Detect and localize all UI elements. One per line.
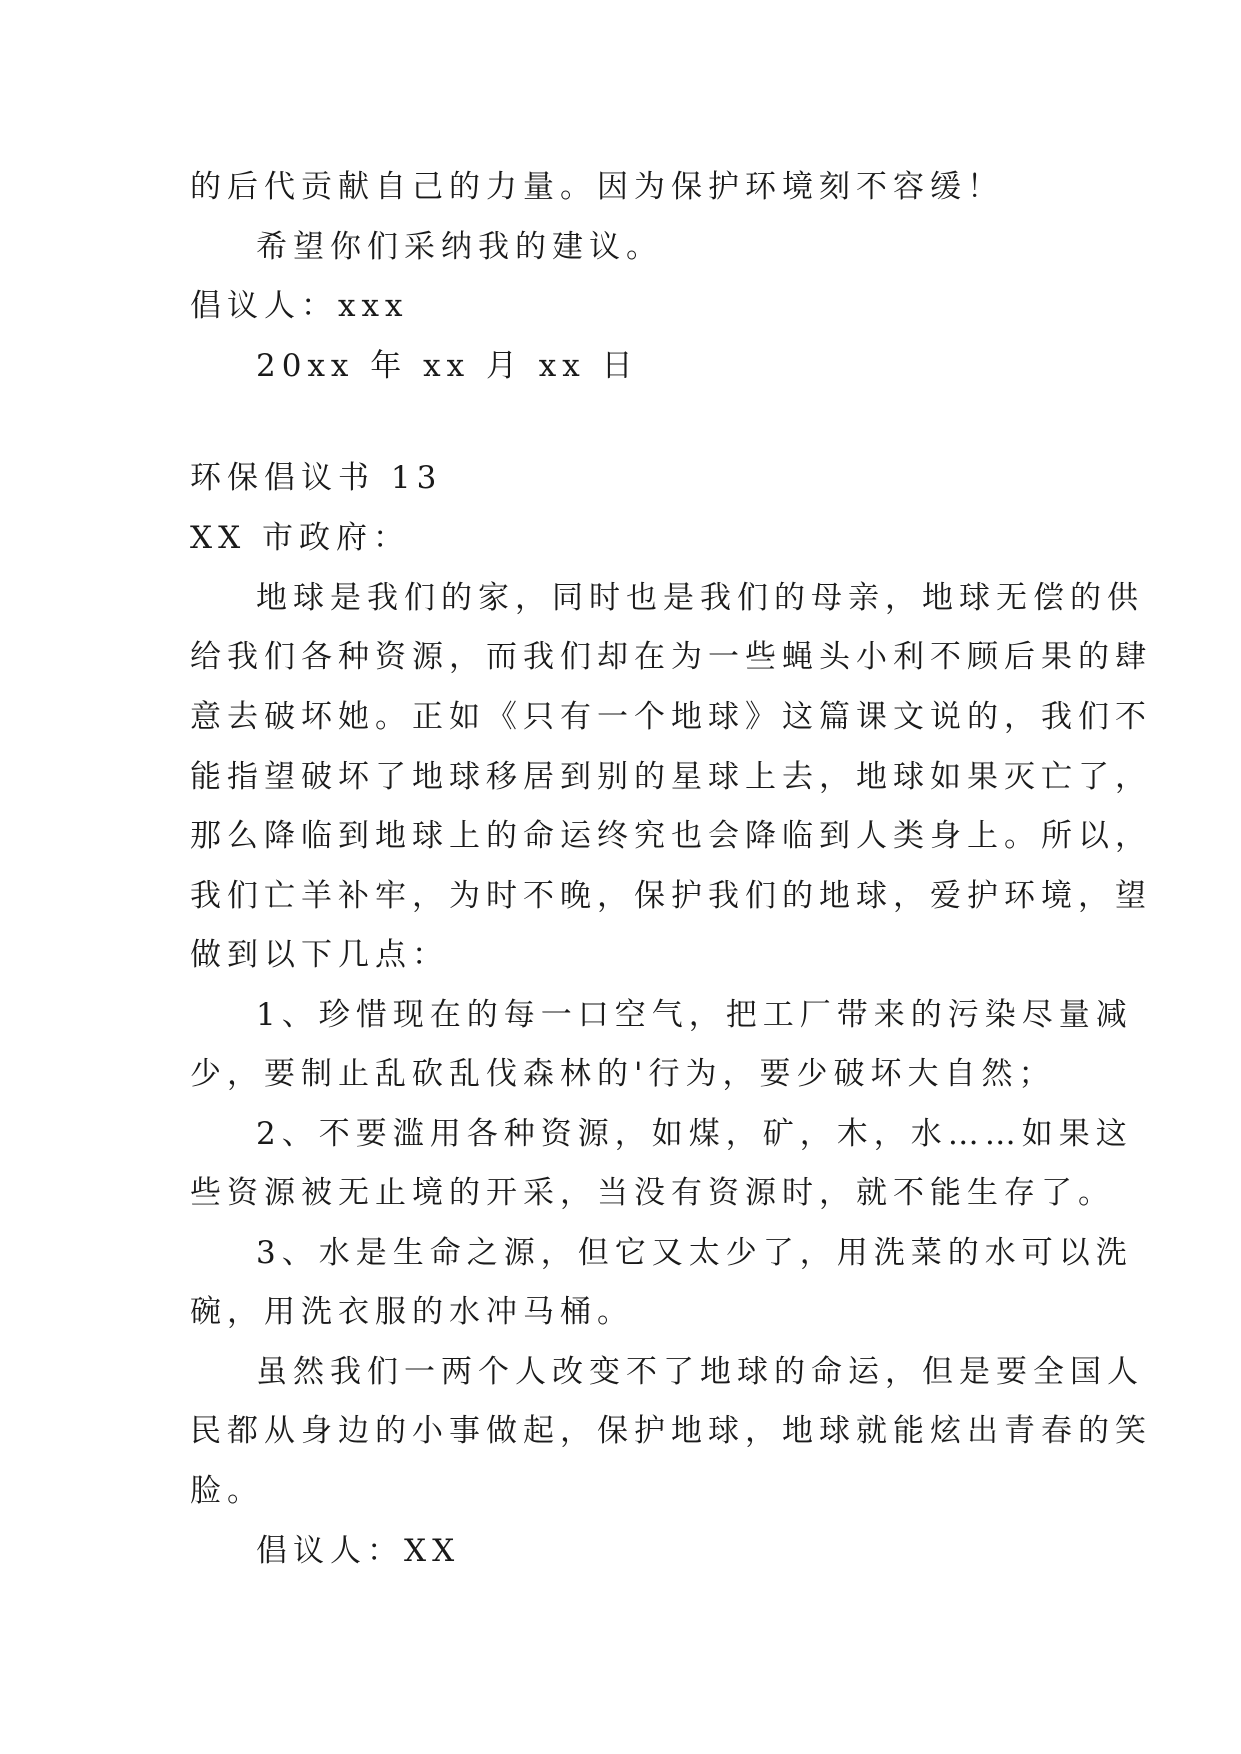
signatory-line: 倡议人：xxx (190, 288, 409, 324)
text-line: 地球是我们的家，同时也是我们的母亲，地球无偿的供 (256, 580, 1144, 616)
text-line: 意去破坏她。正如《只有一个地球》这篇课文说的，我们不 (190, 699, 1152, 735)
text-line: 些资源被无止境的开采，当没有资源时，就不能生存了。 (190, 1175, 1115, 1211)
text-line: 虽然我们一两个人改变不了地球的命运，但是要全国人 (256, 1354, 1144, 1390)
text-line: 的后代贡献自己的力量。因为保护环境刻不容缓！ (190, 169, 1004, 205)
text-line: 给我们各种资源，而我们却在为一些蝇头小利不顾后果的肆 (190, 639, 1152, 675)
text-line: 能指望破坏了地球移居到别的星球上去，地球如果灭亡了， (190, 759, 1152, 795)
list-item-2: 2、不要滥用各种资源，如煤，矿，木，水……如果这 (256, 1116, 1133, 1152)
section-title: 环保倡议书 13 (190, 460, 443, 496)
list-item-3: 3、水是生命之源，但它又太少了，用洗菜的水可以洗 (256, 1235, 1133, 1271)
text-line: 那么降临到地球上的命运终究也会降临到人类身上。所以， (190, 818, 1152, 854)
text-line: 我们亡羊补牢，为时不晚，保护我们的地球，爱护环境，望 (190, 878, 1152, 914)
list-item-1: 1、珍惜现在的每一口空气，把工厂带来的污染尽量减 (256, 997, 1133, 1033)
text-line: 希望你们采纳我的建议。 (256, 229, 663, 265)
text-line: 碗，用洗衣服的水冲马桶。 (190, 1294, 634, 1330)
text-line: 民都从身边的小事做起，保护地球，地球就能炫出青春的笑 (190, 1413, 1152, 1449)
text-line: 脸。 (190, 1473, 264, 1509)
text-line: 少，要制止乱砍乱伐森林的'行为，要少破坏大自然； (190, 1056, 1056, 1092)
salutation: XX 市政府： (190, 520, 410, 556)
signatory-line: 倡议人：XX (256, 1533, 461, 1569)
text-line: 做到以下几点： (190, 937, 449, 973)
date-line: 20xx 年 xx 月 xx 日 (256, 348, 639, 384)
